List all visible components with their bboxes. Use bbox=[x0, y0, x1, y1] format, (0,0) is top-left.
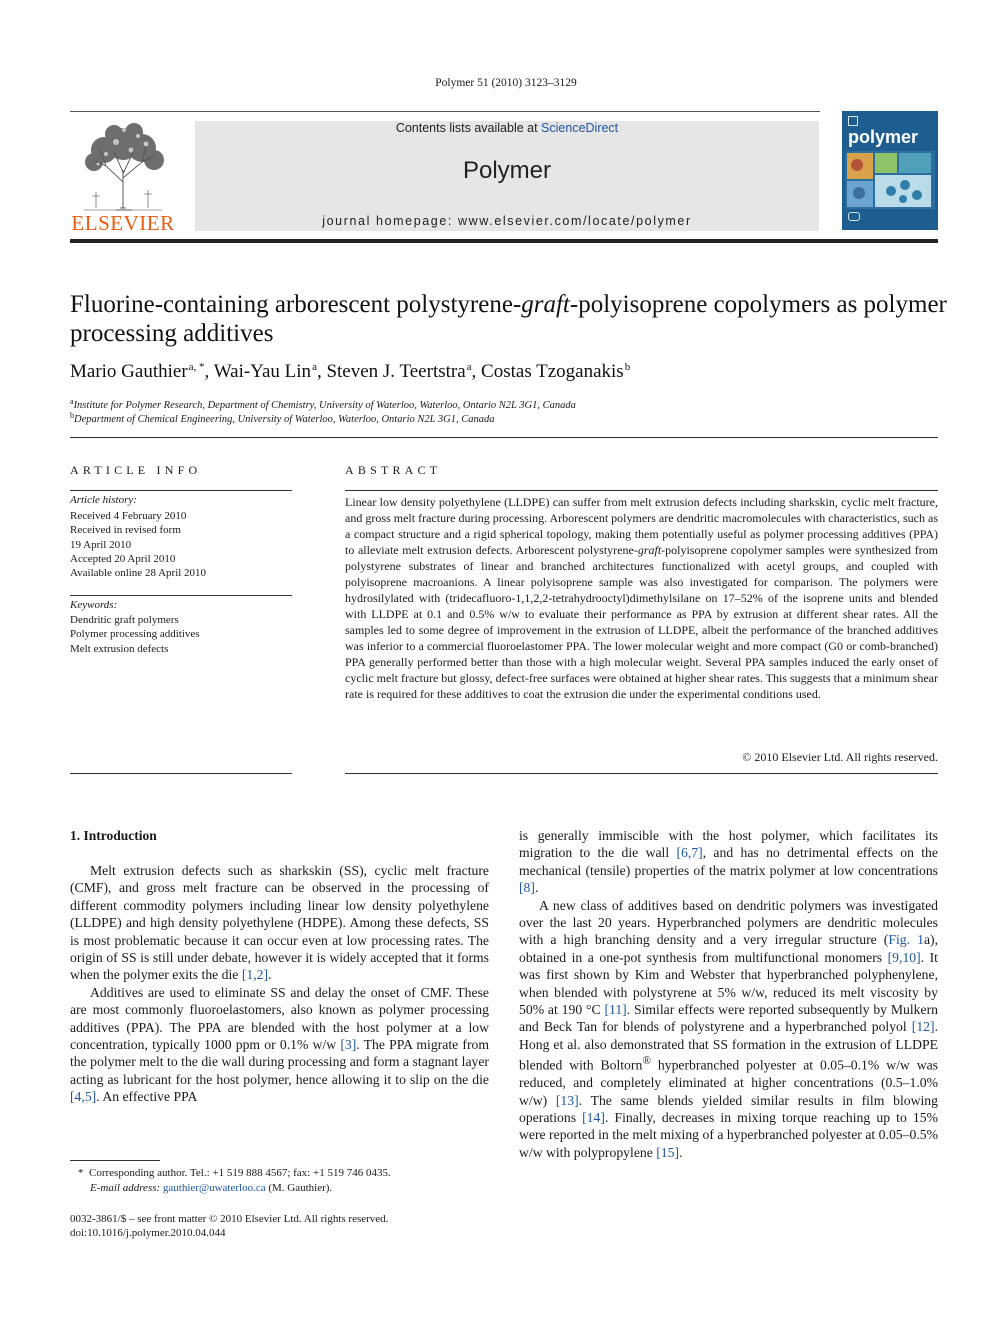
header-rule-top bbox=[70, 111, 820, 112]
paragraph bbox=[519, 897, 938, 1162]
footnote-corresponding bbox=[78, 1166, 498, 1181]
reference-link[interactable]: [3] bbox=[340, 1037, 357, 1053]
text-run: . It was first shown by Kim and Webster that hyperbranched polyphenylene, when blended with polystyrene at 5% w/w, reduced its melt viscosity by 50% at 190 °C bbox=[519, 949, 938, 1018]
divider bbox=[70, 595, 292, 596]
body-column-right bbox=[519, 827, 938, 1161]
sciencedirect-link[interactable]: ScienceDirect bbox=[541, 121, 619, 135]
affiliation-mark: b bbox=[70, 411, 74, 420]
reference-link[interactable]: [14] bbox=[582, 1110, 605, 1126]
body-column-left bbox=[70, 862, 489, 1106]
reference-link[interactable]: [8] bbox=[519, 880, 535, 896]
author-affil-mark[interactable]: a bbox=[312, 361, 317, 373]
section-heading: 1. Introduction bbox=[70, 828, 157, 843]
divider bbox=[345, 773, 938, 774]
email-link[interactable]: gauthier@uwaterloo.ca bbox=[162, 1182, 266, 1194]
header-rule-bottom bbox=[70, 239, 938, 243]
abstract-copyright: © 2010 Elsevier Ltd. All rights reserved. bbox=[742, 750, 938, 764]
history-item: Available online 28 April 2010 bbox=[70, 567, 207, 580]
text-run: . bbox=[679, 1144, 683, 1160]
figure-link[interactable]: Fig. 1 bbox=[888, 932, 924, 948]
author-affil-mark[interactable]: b bbox=[624, 361, 631, 373]
abstract-part: Linear low density polyethylene (LLDPE) can suffer from melt extrusion defects including sharkskin, cyclic melt fracture, and gross melt fracture during processing. Arborescent polymers are dendritic macromolecules with characteristics, such as a compact structure and a rigid spherical topology, making them potentially useful as polymer processing additives (PPA) to alleviate melt extrusion defects. Arborescent polystyrene- bbox=[345, 495, 938, 557]
author-list: Mario Gauthier$^{a, *}$, Wai-Yau Lin$^a$, Steven J. Teertstra$^a$, Costas Tzoganakis$^b$ bbox=[70, 361, 631, 382]
title-part1: Fluorine-containing arborescent polystyrene- bbox=[70, 291, 522, 318]
history-item: Received in revised form bbox=[70, 524, 181, 537]
footnote-mark: * bbox=[78, 1167, 84, 1179]
cover-publisher-icon bbox=[848, 212, 860, 221]
paragraph bbox=[70, 862, 489, 984]
reference-link[interactable]: [9,10] bbox=[887, 949, 921, 965]
affiliation-b bbox=[70, 409, 930, 427]
cover-artwork-icon bbox=[845, 151, 935, 209]
abstract-part: -polyisoprene copolymer samples were synthesized from polystyrene substrates of linear and branched architectures functionalized with acetyl groups, and coupled with polyisoprene macroanions. A linear polyisoprene sample was also investigated for comparison. The polymers were hydrosilylated with (tridecafluoro-1,1,2,2-tetrahydrooctyl)dimethylsilane on 17–52% of the isoprene units and blended with LLDPE at 0.1 and 0.5% w/w to evaluate their performance as PPA by extrusion at different shear rates. All the samples led to some degree of improvement in the extrusion of LLDPE, albeit the performance of the branched additives was inferior to a commercial fluoroelastomer PPA. The lower molecular weight and more compact (G0 or comb-branched) PPA generally performed better than those with a high molecular weight. Several PPA samples induced the early onset of cyclic melt fracture but glossy, defect-free surfaces were obtained at higher shear rates. This suggests that a minimum shear rate is required for these additives to coat the extrusion die under the experimental conditions used. bbox=[345, 543, 938, 701]
issn-line: 0032-3861/$ – see front matter © 2010 Elsevier Ltd. All rights reserved. bbox=[70, 1213, 389, 1225]
reference-link[interactable]: [4,5] bbox=[70, 1089, 97, 1105]
history-item: 19 April 2010 bbox=[70, 538, 132, 551]
reference-link[interactable]: [13] bbox=[555, 1092, 579, 1108]
reference-link[interactable]: [6,7] bbox=[676, 845, 703, 861]
footnote-email bbox=[90, 1181, 510, 1196]
paragraph bbox=[519, 827, 938, 897]
reference-link[interactable]: [11] bbox=[604, 1002, 627, 1018]
registered-mark: ® bbox=[642, 1055, 651, 1068]
text-run: Melt extrusion defects such as sharkskin (SS), cyclic melt fracture (CMF), and gross melt fracture can be observed in the processing of different commodity polymers including linear low density polyethylene (LLDPE) and high density polyethylene (HDPE). Among these defects, SS is most problematic because it can occur even at low processing rates. The origin of SS is still under debate, however it is widely accepted that it forms when the polymer exits the die bbox=[70, 863, 489, 983]
text-run: . bbox=[534, 880, 539, 896]
email-label: E-mail address: bbox=[90, 1182, 161, 1194]
journal-citation: Polymer 51 (2010) 3123–3129 bbox=[435, 77, 577, 89]
author-affil-mark[interactable]: a bbox=[466, 361, 472, 373]
author-name[interactable]: Steven J. Teertstra bbox=[326, 361, 466, 382]
reference-link[interactable]: [12] bbox=[911, 1019, 935, 1035]
reference-link[interactable]: [15] bbox=[656, 1144, 680, 1160]
text-run: , and has no detrimental effects on the mechanical (tensile) properties of the matrix polymer at low concentrations bbox=[519, 845, 938, 878]
paragraph bbox=[70, 984, 489, 1106]
footnote-rule bbox=[70, 1160, 160, 1161]
doi-line[interactable]: doi:10.1016/j.polymer.2010.04.044 bbox=[70, 1227, 226, 1239]
text-run: a), obtained in a one-pot synthesis from multifunctional monomers bbox=[519, 932, 938, 965]
journal-cover[interactable] bbox=[842, 111, 938, 230]
text-run: . Finally, decreases in mixing torque reaching up to 15% were reported in the melt mixing of a hyperbranched polyester at 0.05–0.5% w/w with polypropylene bbox=[519, 1110, 938, 1160]
affiliation-text: Department of Chemical Engineering, University of Waterloo, Waterloo, Ontario N2L 3G1, Canada bbox=[74, 414, 495, 425]
text-run: . The PPA migrate from the polymer melt to the die wall during processing and form a stagnant layer acting as lubricant for the host polymer, hence allowing it to slip on the die bbox=[70, 1037, 489, 1087]
text-run: . Hong et al. also demonstrated that SS formation in the extrusion of LLDPE blended with Boltorn bbox=[519, 1019, 938, 1073]
journal-title: Polymer bbox=[462, 157, 552, 184]
title-italic: graft bbox=[521, 291, 570, 318]
affiliation-text: Institute for Polymer Research, Department of Chemistry, University of Waterloo, Waterloo, Ontario N2L 3G1, Canada bbox=[73, 400, 576, 411]
affiliation-mark: a bbox=[70, 397, 74, 406]
divider bbox=[70, 490, 292, 491]
text-run: Additives are used to eliminate SS and delay the onset of CMF. These are most commonly fluoroelastomers, also known as polymer processing additives (PPA). The PPA are blended with the host polymer at a low concentration, typically 1000 ppm or 0.1% w/w bbox=[70, 984, 489, 1053]
article-title bbox=[70, 290, 950, 348]
keyword-item: Polymer processing additives bbox=[70, 628, 200, 641]
divider bbox=[70, 437, 938, 438]
keywords-list bbox=[70, 613, 292, 656]
text-run: is generally immiscible with the host polymer, which facilitates its migration to the die wall bbox=[519, 828, 938, 861]
history-item: Received 4 February 2010 bbox=[70, 510, 187, 522]
author-name[interactable]: Wai-Yau Lin bbox=[213, 361, 312, 382]
text-run: hyperbranched polyester at 0.05–0.1% w/w was reduced, and completely eliminated at higher concentrations (0.5–1.0% w/w) bbox=[519, 1057, 938, 1108]
journal-banner bbox=[195, 121, 819, 231]
keyword-item: Dendritic graft polymers bbox=[70, 614, 179, 626]
article-info-heading: ARTICLE INFO bbox=[70, 463, 202, 477]
abstract-text bbox=[345, 494, 938, 702]
text-run: . The same blends yielded similar results in film blowing operations bbox=[519, 1092, 938, 1126]
cover-title: polymer bbox=[848, 127, 919, 147]
author-affil-mark[interactable]: a, * bbox=[188, 361, 205, 373]
elsevier-logo[interactable] bbox=[70, 122, 176, 234]
elsevier-tree-icon bbox=[76, 122, 170, 212]
keywords-label: Keywords: bbox=[70, 599, 118, 611]
author-name[interactable]: Costas Tzoganakis bbox=[481, 361, 624, 382]
email-suffix: (M. Gauthier). bbox=[265, 1182, 333, 1194]
keyword-item: Melt extrusion defects bbox=[70, 642, 169, 655]
journal-homepage[interactable]: journal homepage: www.elsevier.com/locate/polymer bbox=[322, 214, 692, 228]
divider bbox=[345, 490, 938, 491]
abstract-heading: ABSTRACT bbox=[345, 463, 442, 477]
elsevier-wordmark: ELSEVIER bbox=[71, 211, 175, 235]
author-name[interactable]: Mario Gauthier bbox=[70, 361, 188, 382]
abstract-italic: graft bbox=[637, 543, 662, 557]
title-part2: -polyisoprene copolymers as polymer processing additives bbox=[70, 291, 947, 347]
divider bbox=[70, 773, 292, 774]
reference-link[interactable]: [1,2] bbox=[241, 967, 269, 983]
text-run: . Similar effects were reported subsequently by Mulkern and Beck Tan for blends of polystyrene and a hyperbranched polyol bbox=[519, 1002, 938, 1035]
contents-line bbox=[195, 121, 819, 135]
article-history bbox=[70, 509, 292, 580]
cover-badge-icon bbox=[848, 116, 858, 126]
history-item: Accepted 20 April 2010 bbox=[70, 552, 176, 565]
text-run: A new class of additives based on dendritic polymers was investigated over the last 20 years. Hyperbranched polymers are dendritic molecules with a high branching density and a very irregular structure ( bbox=[519, 897, 938, 948]
history-label: Article history: bbox=[70, 494, 137, 506]
footnote-text: Corresponding author. Tel.: +1 519 888 4567; fax: +1 519 746 0435. bbox=[89, 1167, 391, 1179]
contents-prefix: Contents lists available at bbox=[395, 121, 542, 135]
text-run: . An effective PPA bbox=[96, 1089, 198, 1105]
text-run: . bbox=[268, 967, 272, 983]
